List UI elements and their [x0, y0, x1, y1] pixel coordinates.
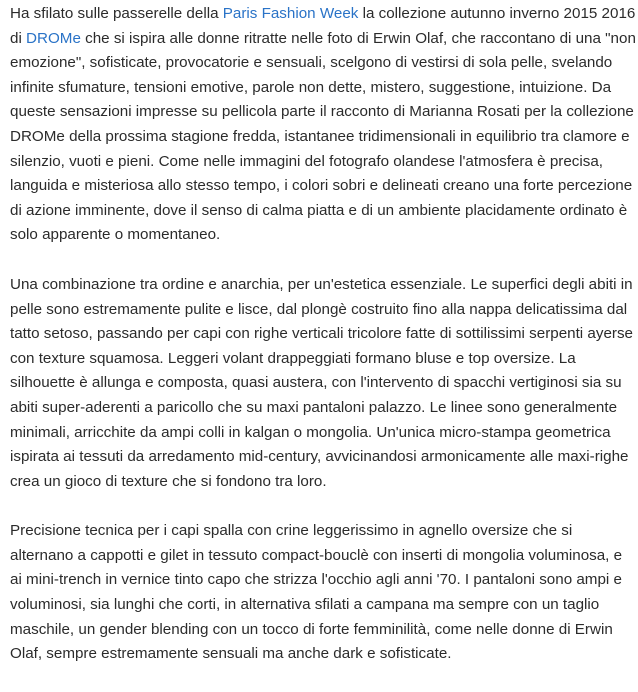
- text-line: ai mini-trench in vernice tinto capo che strizza l'occhio agli anni '70. I pantaloni sono ampi e: [10, 571, 622, 589]
- text-segment: la collezione autunno inverno 2015 2016: [358, 5, 636, 22]
- paragraph-3: [10, 519, 635, 667]
- text-line: maschile, un gender blending con un tocco di forte femminilità, come nelle donne di Erwin: [10, 620, 613, 638]
- text-line: di azione imminente, dove il senso di calma piatta e di un ambiente placidamente ordinato è: [10, 201, 628, 219]
- text-line: solo apparente o momentaneo.: [10, 226, 221, 244]
- text-line: DROMe della prossima stagione fredda, istantanee tridimensionali in equilibrio tra clamore e: [10, 127, 630, 145]
- text-line: emozione", sofisticate, provocatorie e sensuali, scelgono di vestirsi di sola pelle, svelando: [10, 54, 613, 72]
- text-segment: Ha sfilato sulle passerelle della: [10, 5, 223, 22]
- paragraph-1: [10, 0, 635, 248]
- text-line: [10, 0, 635, 27]
- text-line: queste sensazioni impresse su pellicola parte il racconto di Marianna Rosati per la collezione: [10, 103, 634, 121]
- text-segment: di: [10, 29, 27, 47]
- article-body: [10, 0, 635, 692]
- text-line: voluminosi, sia lunghi che corti, in alternativa sfilati a campana ma sempre con un taglio: [10, 596, 600, 614]
- text-line: crea un gioco di texture che si fondono tra loro.: [10, 472, 327, 490]
- text-line: con texture squamosa. Leggeri volant drappeggiati formano bluse e top oversize. La: [10, 349, 576, 367]
- text-line: Precisione tecnica per i capi spalla con crine leggerissimo in agnello oversize che si: [10, 522, 573, 540]
- text-line: Olaf, sempre estremamente sensuali ma anche dark e sofisticate.: [10, 645, 452, 663]
- text-line: Una combinazione tra ordine e anarchia, per un'estetica essenziale. Le superfici degli abiti in: [10, 275, 633, 293]
- text-segment: che si ispira alle donne ritratte nelle foto di Erwin Olaf, che raccontano di una "non: [80, 29, 636, 47]
- paragraph-2: [10, 273, 635, 494]
- text-line: minimali, arricchite da ampi colli in kalgan o mongolia. Un'unica micro-stampa geometrica: [10, 423, 611, 441]
- drome-link[interactable]: DROMe: [26, 29, 81, 47]
- text-line: silenzio, vuoti e pieni. Come nelle immagini del fotografo olandese l'atmosfera è precisa,: [10, 152, 603, 170]
- text-line: abiti super-aderenti a paricollo che su maxi pantaloni palazzo. Le linee sono generalmente: [10, 398, 618, 416]
- text-line: pelle sono estremamente pulite e lisce, dal plongè costruito fino alla nappa delicatissima dal: [10, 300, 628, 318]
- text-line: tatto setoso, passando per capi con righe verticali tricolore fatte di sottilissimi serpenti ayerse: [10, 325, 633, 343]
- paris-fashion-week-link[interactable]: Paris Fashion Week: [222, 5, 359, 22]
- text-line: alternano a cappotti e gilet in tessuto compact-bouclè con inserti di mongolia voluminosa, e: [10, 546, 623, 564]
- text-line: ispirata ai tessuti da arredamento mid-century, avvicinandosi armonicamente alle maxi-righe: [10, 448, 629, 466]
- text-line: infinite sfumature, tensioni emotive, parole non dette, mistero, suggestione, intuizione. Da: [10, 78, 612, 96]
- text-line: [10, 27, 635, 52]
- text-line: languida e misteriosa allo stesso tempo, i colori sobri e delineati creano una forte percezione: [10, 177, 633, 195]
- text-line: silhouette è allunga e composta, quasi austera, con l'intervento di spacchi vertiginosi sia su: [10, 374, 622, 392]
